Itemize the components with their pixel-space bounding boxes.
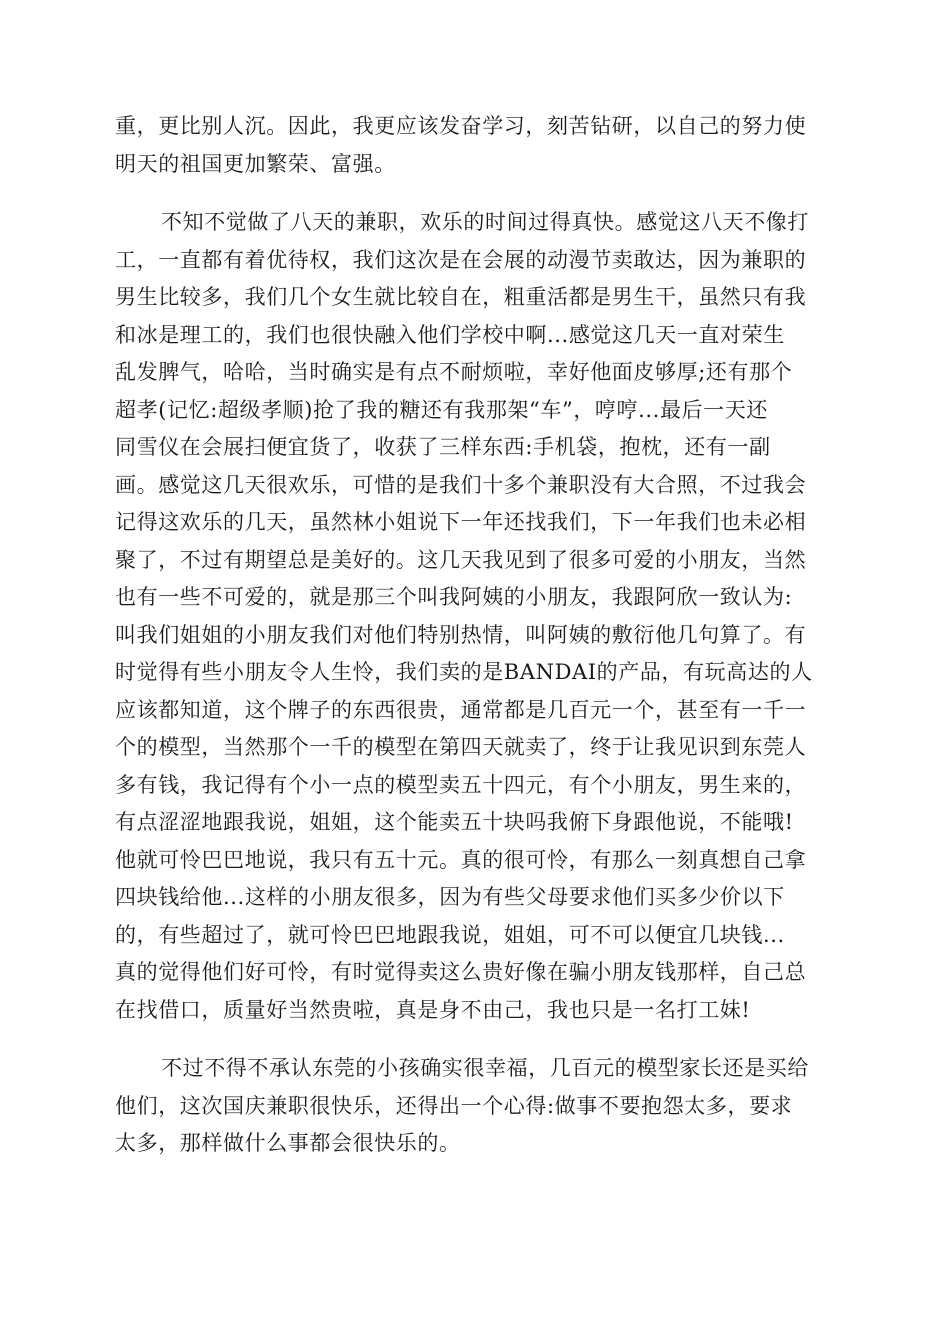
text-line: 太多，那样做什么事都会很快乐的。 [115,1131,461,1155]
text-line: 同雪仪在会展扫便宜货了，收获了三样东西:手机袋，抱枕，还有一副 [115,435,771,459]
text-line: 超孝(记忆:超级孝顺)抢了我的糖还有我那架“车”，哼哼...最后一天还 [115,397,768,422]
text-line: 在找借口，质量好当然贵啦，真是身不由己，我也只是一名打工妹! [115,997,751,1022]
text-line: 工，一直都有着优待权，我们这次是在会展的动漫节卖敢达，因为兼职的 [115,247,807,272]
text-line: 不知不觉做了八天的兼职，欢乐的时间过得真快。感觉这八天不像打 [161,210,809,234]
paragraph-2 [115,204,835,1029]
text-line: 重，更比别人沉。因此，我更应该发奋学习，刻苦钻研，以自己的努力使 [115,114,807,138]
paragraph-1 [115,108,835,183]
text-line: 明天的祖国更加繁荣、富强。 [115,151,396,176]
text-line: 记得这欢乐的几天，虽然林小姐说下一年还找我们，下一年我们也未必相 [115,510,807,534]
text-line: 画。感觉这几天很欢乐，可惜的是我们十多个兼职没有大合照，不过我会 [115,472,807,497]
text-line: 叫我们姐姐的小朋友我们对他们特别热情，叫阿姨的敷衍他几句算了。有 [115,622,807,647]
text-line: 的，有些超过了，就可怜巴巴地跟我说，姐姐，可不可以便宜几块钱... [115,922,785,947]
text-line: 也有一些不可爱的，就是那三个叫我阿姨的小朋友，我跟阿欣一致认为: [115,585,793,609]
text-line: 男生比较多，我们几个女生就比较自在，粗重活都是男生干，虽然只有我 [115,285,807,309]
text-line: 他们，这次国庆兼职很快乐，还得出一个心得:做事不要抱怨太多，要求 [115,1093,793,1118]
text-line: 个的模型，当然那个一千的模型在第四天就卖了，终于让我见识到东莞人 [115,735,807,759]
text-line: 聚了，不过有期望总是美好的。这几天我见到了很多可爱的小朋友，当然 [115,547,807,572]
text-line: 时觉得有些小朋友令人生怜，我们卖的是BANDAI的产品，有玩高达的人 [115,660,813,684]
text-line: 乱发脾气，哈哈，当时确实是有点不耐烦啦，幸好他面皮够厚;还有那个 [115,360,793,384]
text-line: 真的觉得他们好可怜，有时觉得卖这么贵好像在骗小朋友钱那样，自己总 [115,960,807,984]
text-line: 有点涩涩地跟我说，姐姐，这个能卖五十块吗我俯下身跟他说，不能哦! [115,810,794,834]
document-page [115,108,835,1163]
text-line: 和冰是理工的，我们也很快融入他们学校中啊...感觉这几天一直对荣生 [115,322,785,347]
text-line: 应该都知道，这个牌子的东西很贵，通常都是几百元一个，甚至有一千一 [115,697,807,722]
text-line: 他就可怜巴巴地说，我只有五十元。真的很可怜，有那么一刻真想自己拿 [115,847,807,872]
text-line: 四块钱给他...这样的小朋友很多，因为有些父母要求他们买多少价以下 [115,885,785,909]
paragraph-3 [115,1050,835,1163]
text-line: 多有钱，我记得有个小一点的模型卖五十四元，有个小朋友，男生来的， [115,772,807,797]
text-line: 不过不得不承认东莞的小孩确实很幸福，几百元的模型家长还是买给 [161,1056,809,1080]
